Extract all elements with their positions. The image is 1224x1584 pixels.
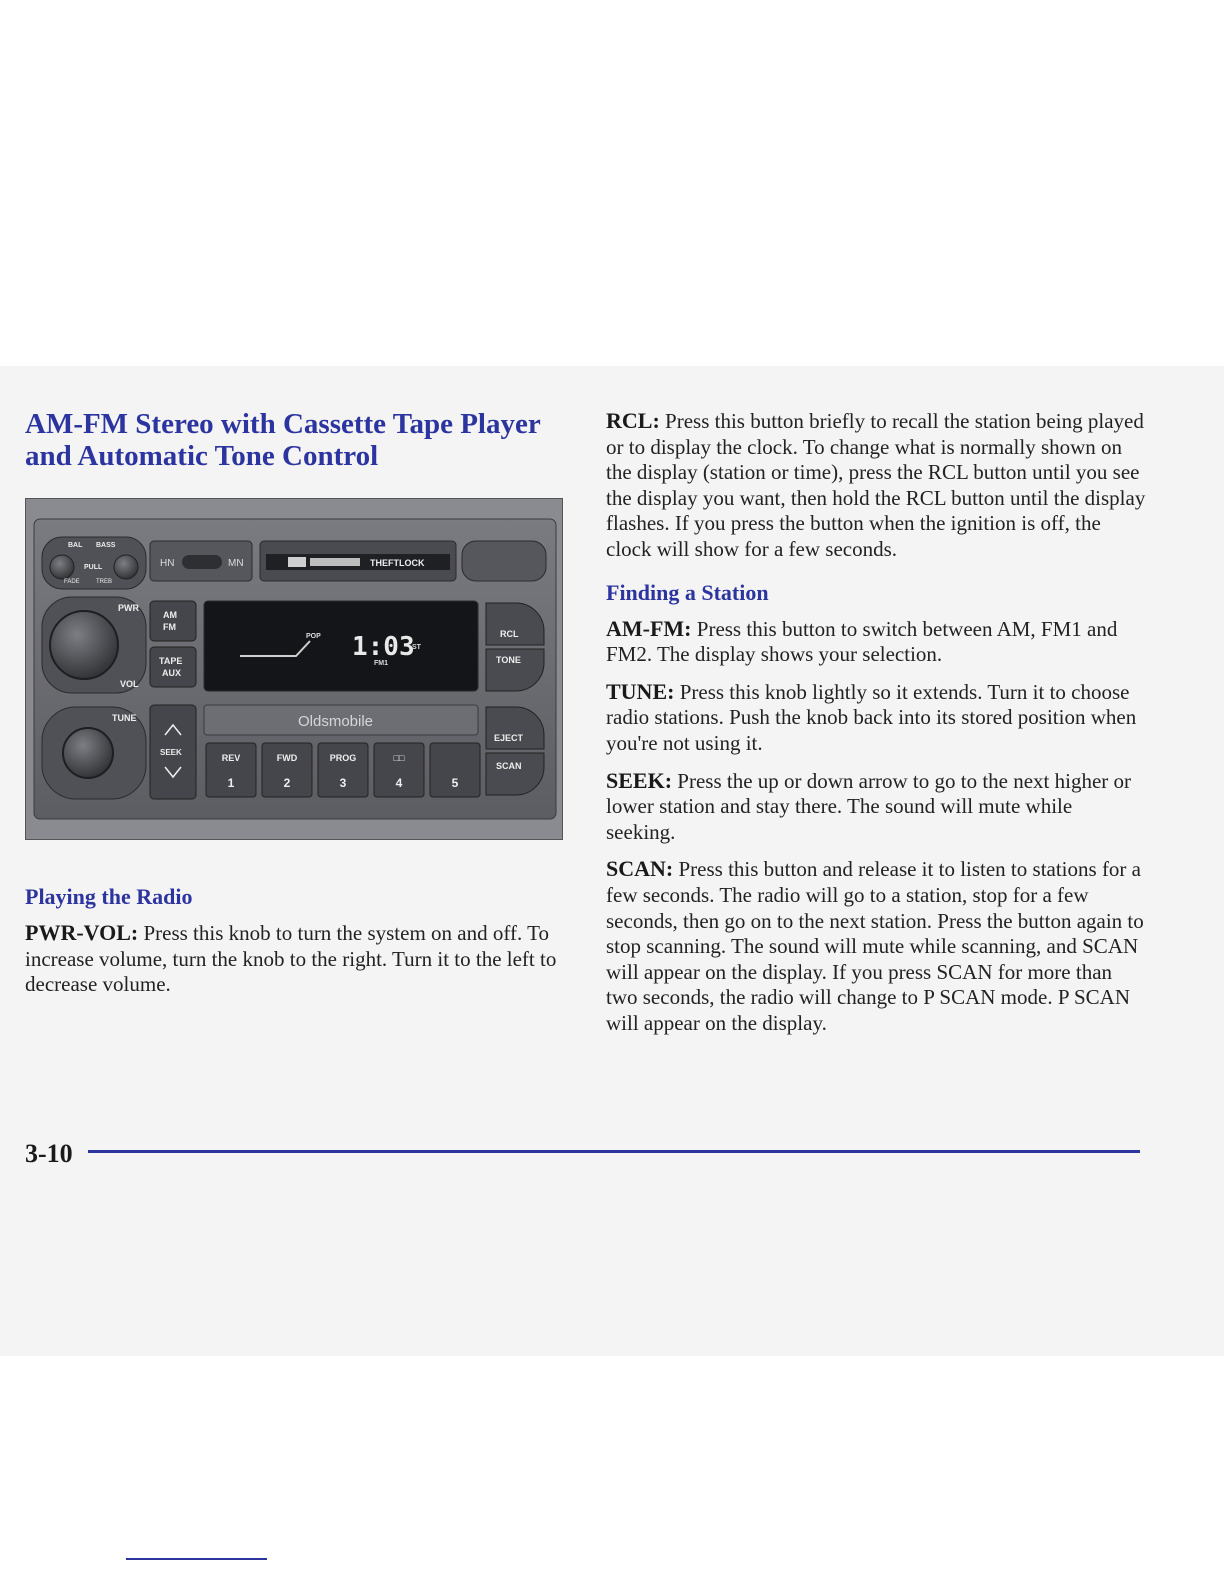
tune-paragraph [606,679,1146,757]
footer-rule [88,1150,1140,1153]
preset-number-label: 4 [395,776,403,790]
display-time: 1:03 [352,632,415,662]
tape-aux-button [150,647,196,687]
eject-label: EJECT [494,733,524,743]
vol-label: VOL [120,679,139,689]
rcl-label: RCL [500,629,519,639]
bal-bass-knobs [42,537,146,589]
right-column [606,408,1146,1047]
scan-paragraph [606,856,1146,1036]
pwr-vol-paragraph [25,920,565,998]
pop-label: POP [306,633,321,640]
scan-term: SCAN: [606,856,674,882]
treb-label: TREB [96,579,113,585]
left-column-body [25,884,565,1009]
playing-radio-heading: Playing the Radio [25,884,193,909]
preset-buttons [206,743,480,797]
tune-knob [42,707,146,799]
preset-button-4 [374,743,424,797]
rcl-term: RCL: [606,408,660,433]
preset-number-label: 5 [451,776,459,790]
tape-label: TAPE [159,656,183,666]
mn-label: MN [228,558,244,569]
page-number: 3-10 [25,1139,73,1168]
am-fm-paragraph [606,616,1146,668]
hn-mn-switch [150,541,252,581]
am-fm-button [150,601,196,641]
pull-label: PULL [84,564,103,571]
bass-label: BASS [96,542,116,549]
fade-label: FADE [64,579,80,585]
rcl-text: Press this button briefly to recall the station being played or to display the clock. To change what is normally shown on the display (station or time), press the RCL button until you see the display you want, then hold the RCL button until the display flashes. If you press the button when the ignition is off, the clock will show for a few seconds. [606,409,1146,561]
tune-label: TUNE [112,713,137,723]
pwr-vol-text: Press this knob to turn the system on and off. To increase volume, turn the knob to the right. Turn it to the left to decrease volume. [25,921,557,997]
preset-number-label: 3 [339,776,347,790]
brand-label: Oldsmobile [298,713,374,730]
am-fm-term: AM-FM: [606,615,692,641]
pwr-label: PWR [118,603,139,613]
radio-display [204,601,478,691]
preset-function-label: FWD [276,753,298,763]
pwr-vol-term: PWR-VOL: [25,920,139,945]
preset-function-label: PROG [329,753,357,763]
section-title [25,408,565,472]
tune-text: Press this knob lightly so it extends. Turn it to choose radio stations. Push the knob back into its stored position when you're not using it. [606,679,1137,755]
preset-button-5 [430,743,480,797]
brand-strip [204,705,478,735]
seek-text: Press the up or down arrow to go to the next higher or lower station and stay there. The sound will mute while seeking. [606,768,1132,844]
preset-function-label: REV [221,753,241,763]
tone-label: TONE [496,655,521,665]
left-column [25,408,565,472]
preset-button-1 [206,743,256,797]
seek-paragraph [606,768,1146,846]
preset-button-2 [262,743,312,797]
cassette-slot [260,541,456,581]
rcl-paragraph [606,408,1146,563]
bottom-rule-stub [126,1558,267,1560]
section-title-line-1: AM-FM Stereo with Cassette Tape Player [25,408,541,440]
finding-station-heading: Finding a Station [606,579,769,605]
bal-label: BAL [68,542,83,549]
scan-text: Press this button and release it to listen to stations for a few seconds. The radio will go to a station, stop for a few seconds, then go on to the next station. Press the button again to stop scanning. The sound will mute while scanning, and SCAN will appear on the display. If you press SCAN for more than two seconds, the radio will change to P SCAN mode. P SCAN will appear on the display. [606,857,1144,1035]
hn-label: HN [160,558,175,569]
preset-function-label: □□ [393,753,405,763]
aux-label: AUX [162,668,182,678]
tune-term: TUNE: [606,678,675,704]
preset-button-3 [318,743,368,797]
am-fm-text: Press this button to switch between AM, FM1 and FM2. The display shows your selection. [606,616,1118,667]
scan-label: SCAN [496,761,522,771]
fm1-label: FM1 [374,660,388,667]
am-label: AM [163,610,177,620]
radio-illustration [25,498,563,840]
seek-label: SEEK [160,748,182,757]
theftlock-label: THEFTLOCK [370,558,425,568]
preset-number-label: 2 [283,776,291,790]
seek-button [150,705,196,799]
pwr-vol-knob [42,597,146,693]
section-title-line-2: and Automatic Tone Control [25,440,379,472]
st-label: ST [412,644,421,651]
seek-term: SEEK: [606,767,673,793]
preset-number-label: 1 [227,776,235,790]
fm-label: FM [163,622,176,632]
